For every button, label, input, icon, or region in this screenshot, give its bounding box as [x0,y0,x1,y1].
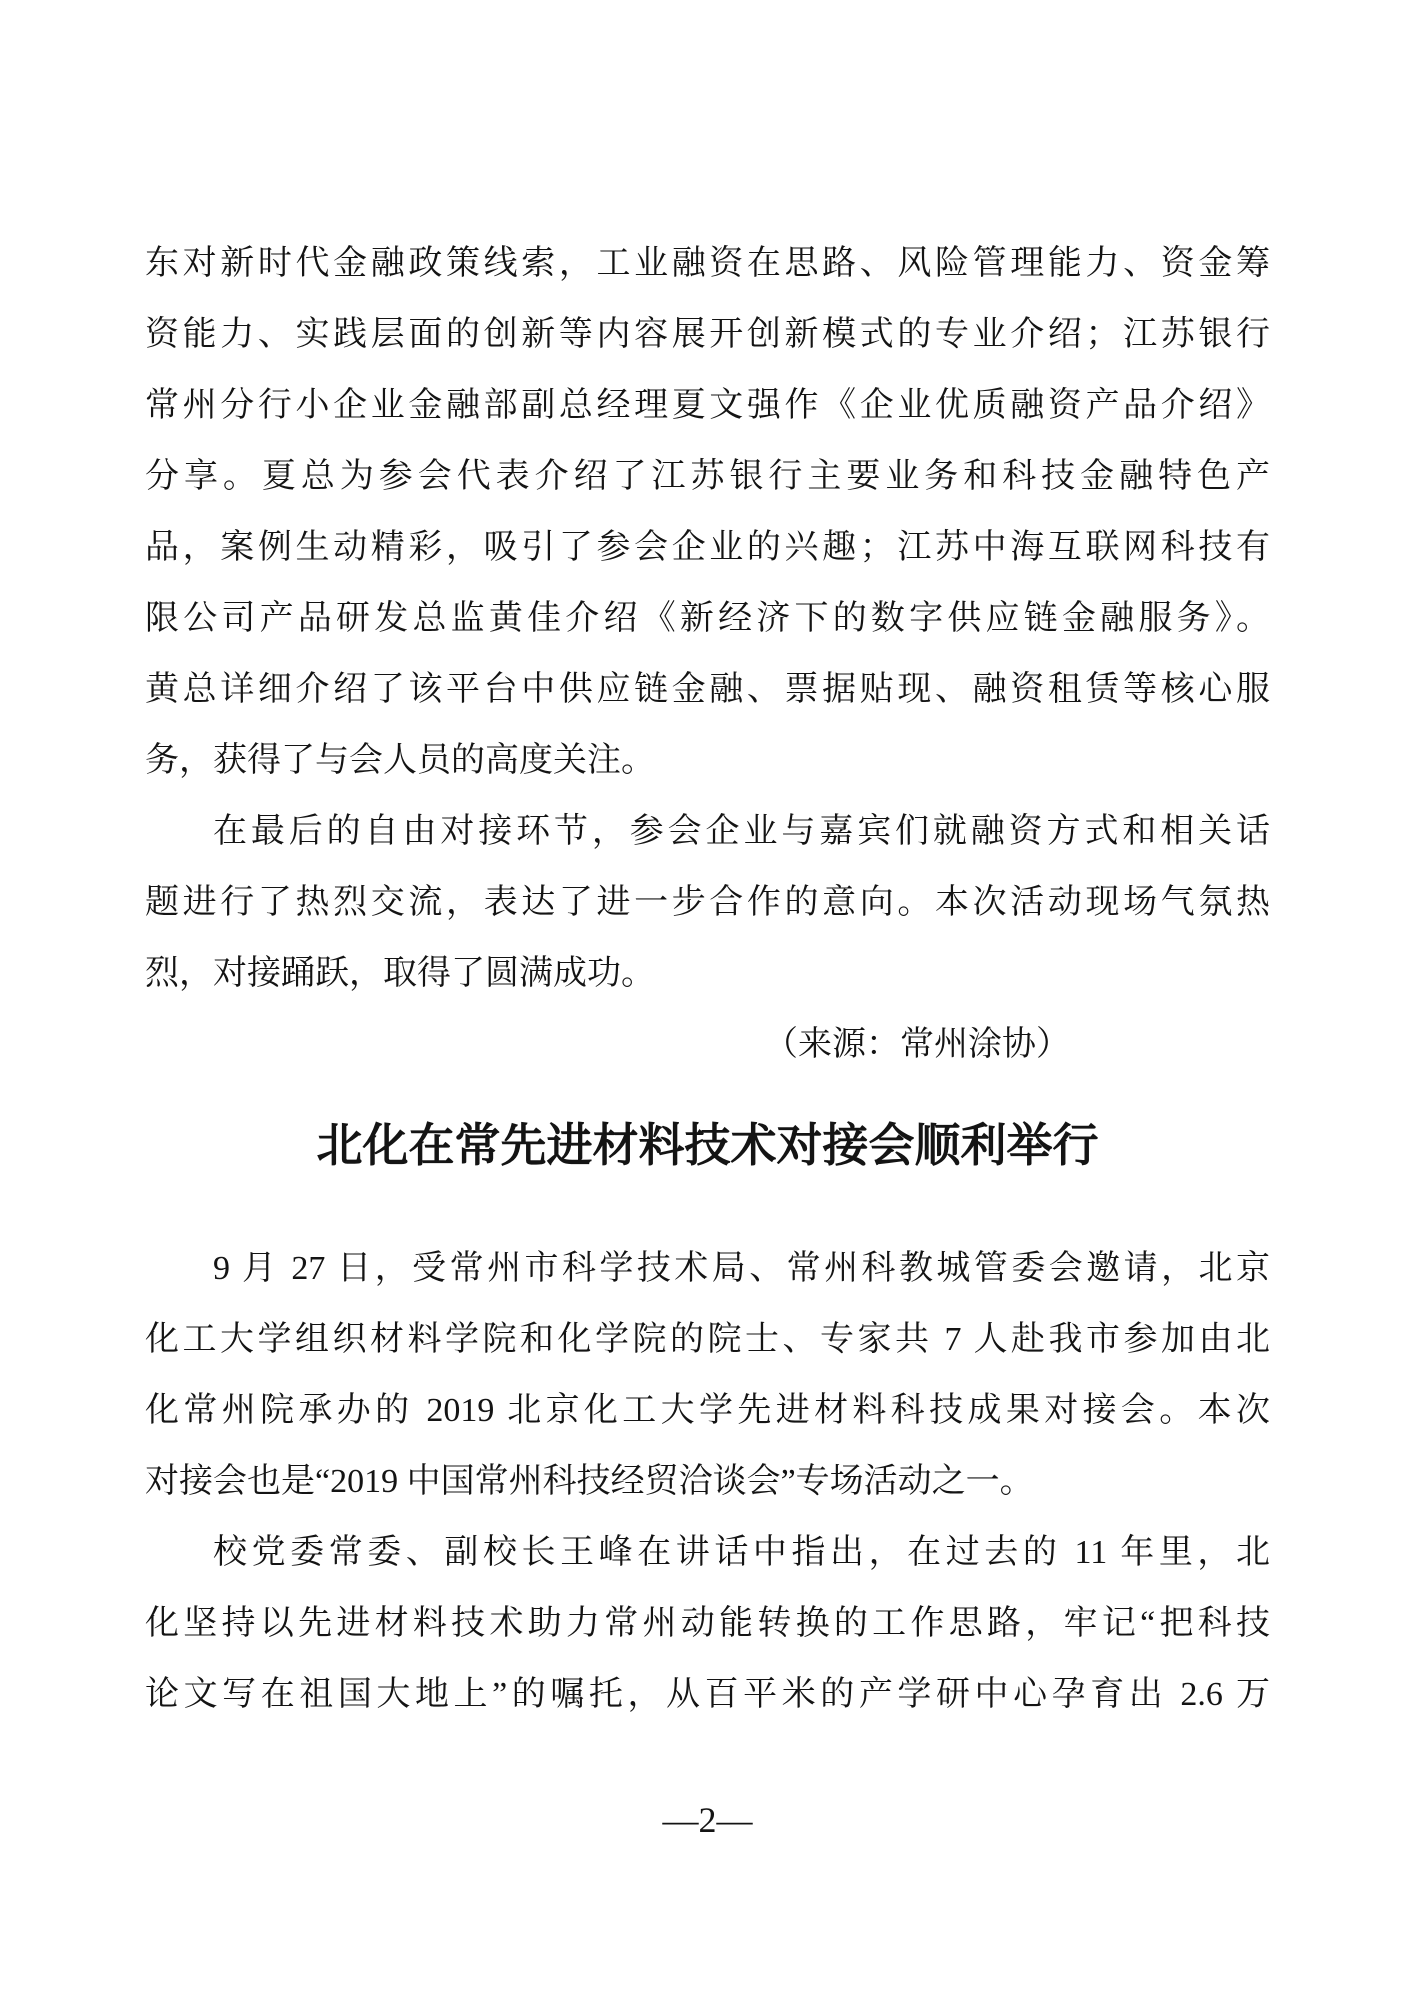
text-line: 务，获得了与会人员的高度关注。 [145,742,655,779]
text-line: 烈，对接踊跃，取得了圆满成功。 [145,955,655,992]
text-line: 校党委常委、副校长王峰在讲话中指出，在过去的 11 年里，北 [213,1534,1270,1571]
article-title: 北化在常先进材料技术对接会顺利举行 [316,1119,1099,1171]
text-line: 论文写在祖国大地上”的嘱托，从百平米的产学研中心孕育出 2.6 万 [145,1676,1270,1713]
text-line: 化常州院承办的 2019 北京化工大学先进材料科技成果对接会。本次 [145,1392,1270,1429]
text-line: 9 月 27 日，受常州市科学技术局、常州科教城管委会邀请，北京 [213,1250,1270,1287]
text-line: 品，案例生动精彩，吸引了参会企业的兴趣；江苏中海互联网科技有 [145,529,1270,566]
text-line: 对接会也是“2019 中国常州科技经贸洽谈会”专场活动之一。 [145,1463,1034,1500]
paragraph-closing-session [145,796,1270,1009]
paragraph-financing-event-continued [145,228,1270,796]
text-line: 题进行了热烈交流，表达了进一步合作的意向。本次活动现场气氛热 [145,884,1270,921]
text-line: 黄总详细介绍了该平台中供应链金融、票据贴现、融资租赁等核心服 [145,671,1270,708]
page-number: —2— [662,1800,753,1840]
text-line: 在最后的自由对接环节，参会企业与嘉宾们就融资方式和相关话 [213,813,1270,850]
text-line: 东对新时代金融政策线索，工业融资在思路、风险管理能力、资金筹 [145,245,1270,282]
paragraph-vice-president-speech [145,1517,1270,1730]
text-line: 化工大学组织材料学院和化学院的院士、专家共 7 人赴我市参加由北 [145,1321,1270,1358]
text-line: 常州分行小企业金融部副总经理夏文强作《企业优质融资产品介绍》 [145,387,1270,424]
text-line: 分享。夏总为参会代表介绍了江苏银行主要业务和科技金融特色产 [145,458,1270,495]
text-line: 资能力、实践层面的创新等内容展开创新模式的专业介绍；江苏银行 [145,316,1270,353]
text-line: 化坚持以先进材料技术助力常州动能转换的工作思路，牢记“把科技 [145,1605,1270,1642]
paragraph-event-overview [145,1233,1270,1517]
page-content [145,228,1270,1730]
source-attribution: （来源：常州涂协） [764,1026,1070,1063]
text-line: 限公司产品研发总监黄佳介绍《新经济下的数字供应链金融服务》。 [145,600,1270,637]
